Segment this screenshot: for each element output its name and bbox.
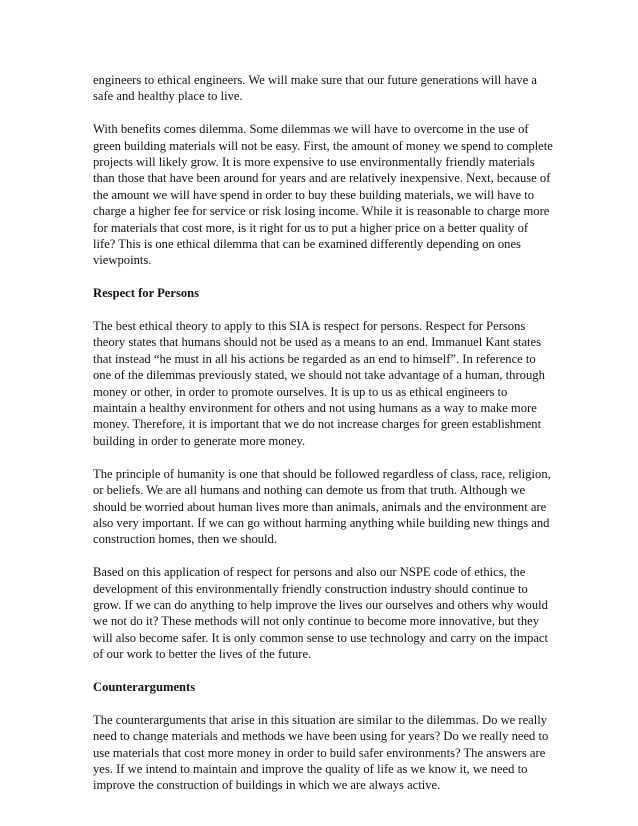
- document-body: [93, 72, 553, 810]
- paragraph-intro-continuation: engineers to ethical engineers. We will make sure that our future generations will have a safe and healthy place to live.: [93, 73, 537, 104]
- heading-counterarguments: Counterarguments: [93, 679, 196, 694]
- paragraph-principle-of-humanity: The principle of humanity is one that should be followed regardless of class, race, religion, or beliefs. We are all humans and nothing can demote us from that truth. Although we should be worried about human lives more than animals, animals and the environment are also very important. If we can go without harming anything while building new things and construction homes, then we should.: [93, 466, 551, 547]
- paragraph-respect-theory: The best ethical theory to apply to this SIA is respect for persons. Respect for Persons theory states that humans should not be used as a means to an end. Immanuel Kant states that instead “he must in all his actions be regarded as an end to himself”. In reference to one of the dilemmas previously stated, we should not take advantage of a human, through money or other, in order to promote ourselves. It is up to us as ethical engineers to maintain a healthy environment for others and not using humans as a way to make more money. Therefore, it is important that we do not increase charges for green establishment building in order to generate more money.: [93, 319, 545, 448]
- heading-respect-for-persons: Respect for Persons: [93, 286, 200, 301]
- paragraph-application: Based on this application of respect for persons and also our NSPE code of ethics, the development of this environmentally friendly construction industry should continue to grow. If we can do anything to help improve the lives our ourselves and others why would we not do it? These methods will not only continue to become more innovative, but they will also become safer. It is only common sense to use technology and carry on the impact of our work to better the lives of the future.: [93, 565, 549, 662]
- paragraph-counterarguments: The counterarguments that arise in this situation are similar to the dilemmas. Do we really need to change materials and methods we have been using for years? Do we really need to use materials that cost more money in order to build safer environments? The answers are yes. If we intend to maintain and improve the quality of life as we know it, we need to improve the construction of buildings in which we are always active.: [93, 712, 549, 793]
- paragraph-dilemma: With benefits comes dilemma. Some dilemmas we will have to overcome in the use of green building materials will not be easy. First, the amount of money we spend to complete projects will likely grow. It is more expensive to use environmentally friendly materials than those that have been around for years and are relatively inexpensive. Next, because of the amount we will have spend in order to buy these building materials, we will have to charge a higher fee for service or risk losing income. While it is reasonable to charge more for materials that cost more, is it right for us to put a higher price on a better quality of life? This is one ethical dilemma that can be examined differently depending on ones viewpoints.: [93, 122, 553, 268]
